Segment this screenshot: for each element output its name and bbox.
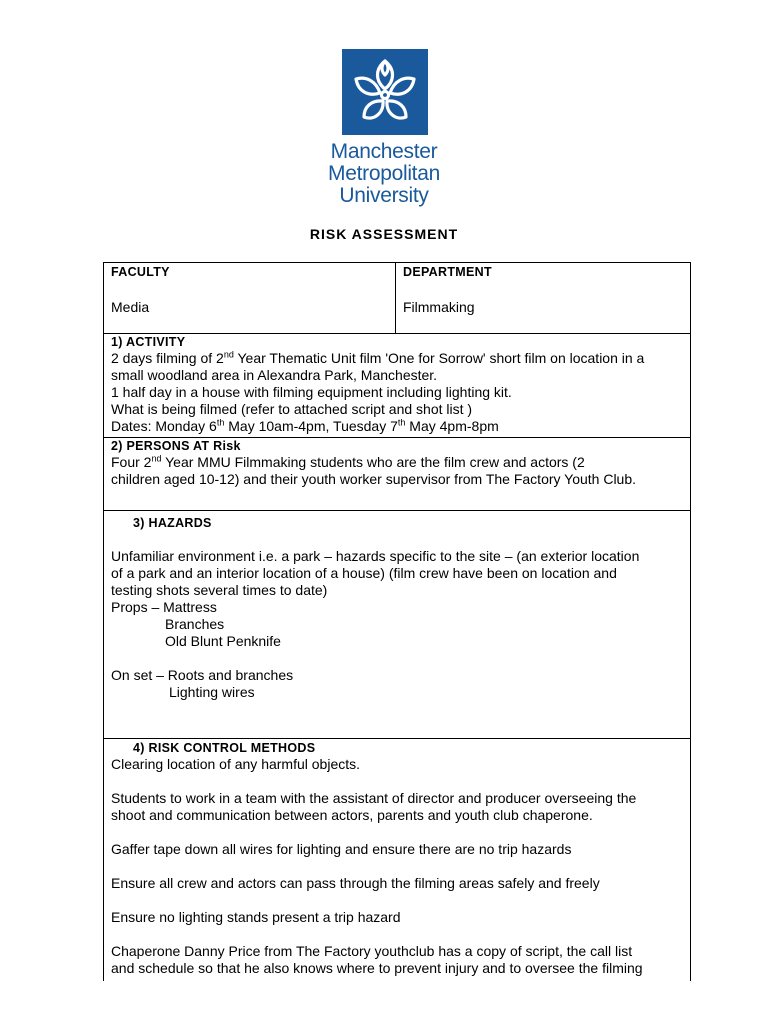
activity-dates-line: Dates: Monday 6th May 10am-4pm, Tuesday 7th May 4pm-8pm (111, 417, 499, 434)
activity-line: small woodland area in Alexandra Park, Manchester. (111, 367, 438, 383)
hazards-line: Branches (165, 616, 225, 632)
hazards-line: On set – Roots and branches (111, 667, 294, 683)
mmu-flower-logo-icon (342, 49, 428, 135)
department-label: DEPARTMENT (403, 265, 492, 279)
activity-line: What is being filmed (refer to attached script and shot list ) (111, 401, 473, 417)
activity-line: 2 days filming of 2nd Year Thematic Unit film 'One for Sorrow' short film on location in a (111, 349, 645, 366)
persons-label: 2) PERSONS AT Risk (111, 439, 241, 453)
control-line: Chaperone Danny Price from The Factory youthclub has a copy of script, the call list (111, 943, 633, 959)
university-name-line2: Metropolitan (328, 162, 440, 185)
control-line: Ensure all crew and actors can pass through the filming areas safely and freely (111, 875, 600, 891)
risk-assessment-form (103, 262, 691, 981)
control-line: Gaffer tape down all wires for lighting and ensure there are no trip hazards (111, 841, 572, 857)
university-name (284, 141, 484, 207)
hazards-line: Props – Mattress (111, 599, 217, 615)
faculty-cell (104, 263, 396, 333)
document-title: RISK ASSESSMENT (309, 226, 459, 242)
persons-at-risk-section (104, 438, 690, 511)
risk-control-section (104, 739, 690, 981)
control-line: Students to work in a team with the assistant of director and producer overseeing the (111, 790, 637, 806)
department-cell (396, 263, 690, 333)
hazards-section (104, 511, 690, 739)
hazards-line: Lighting wires (169, 684, 255, 700)
control-line: and schedule so that he also knows where to prevent injury and to oversee the filming (111, 960, 643, 976)
control-line: Clearing location of any harmful objects. (111, 756, 361, 772)
activity-line: 1 half day in a house with filming equipment including lighting kit. (111, 384, 512, 400)
hazards-line: testing shots several times to date) (111, 582, 328, 598)
hazards-line: Old Blunt Penknife (165, 633, 281, 649)
persons-line: children aged 10-12) and their youth worker supervisor from The Factory Youth Club. (111, 471, 637, 487)
hazards-label: 3) HAZARDS (133, 516, 212, 530)
faculty-label: FACULTY (111, 265, 170, 279)
control-line: Ensure no lighting stands present a trip hazard (111, 909, 401, 925)
department-value: Filmmaking (403, 299, 475, 315)
university-name-line3: University (339, 184, 429, 207)
activity-section (104, 334, 690, 438)
activity-label: 1) ACTIVITY (111, 335, 186, 349)
control-line: shoot and communication between actors, parents and youth club chaperone. (111, 807, 593, 823)
faculty-department-row (104, 263, 690, 334)
control-label: 4) RISK CONTROL METHODS (133, 741, 316, 755)
hazards-line: of a park and an interior location of a house) (film crew have been on location and (111, 565, 617, 581)
university-logo (342, 49, 428, 135)
hazards-line: Unfamiliar environment i.e. a park – hazards specific to the site – (an exterior location (111, 548, 640, 564)
persons-line: Four 2nd Year MMU Filmmaking students who are the film crew and actors (2 (111, 453, 585, 470)
university-name-line1: Manchester (330, 140, 438, 163)
faculty-value: Media (111, 299, 150, 315)
